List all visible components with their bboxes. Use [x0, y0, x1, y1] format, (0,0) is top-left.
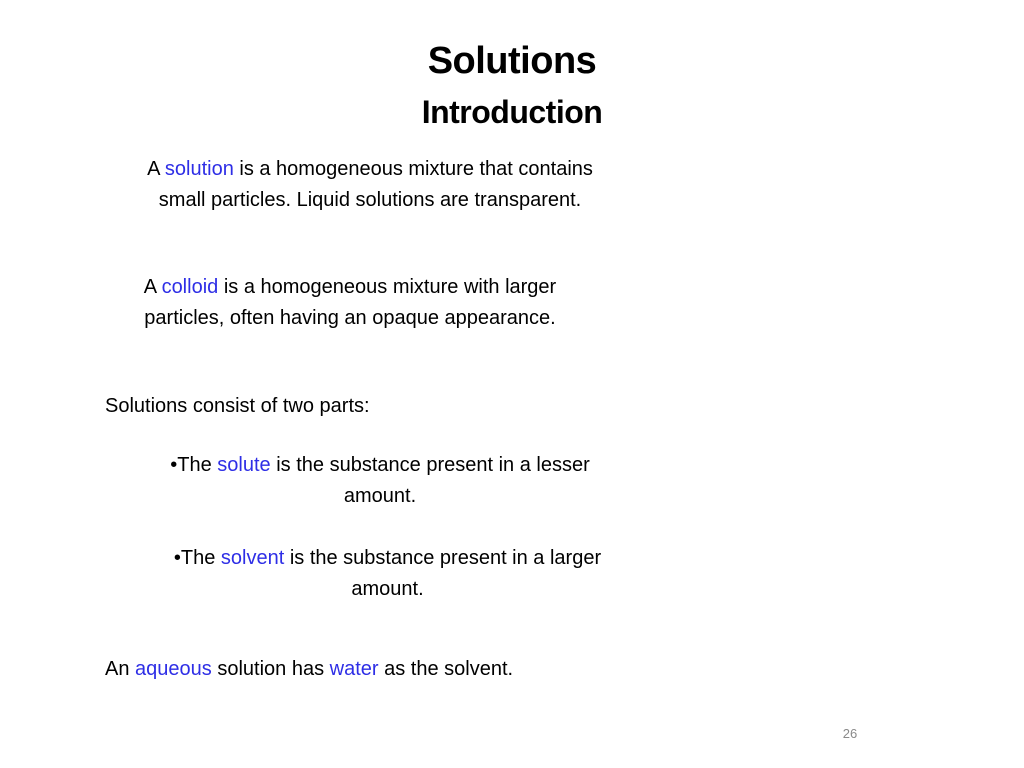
bullet-solvent-line-1	[120, 543, 655, 574]
parts-intro: Solutions consist of two parts:	[105, 395, 370, 417]
term-colloid: colloid	[161, 276, 219, 298]
term-solute: solute	[217, 454, 271, 476]
slide-subtitle: Introduction	[421, 94, 603, 130]
term-water: water	[329, 658, 379, 680]
colloid-definition-line-1	[90, 272, 610, 303]
bullet-solvent	[120, 543, 655, 605]
solute-line-1-rest: is the substance present in a lesser	[270, 454, 590, 476]
bullet-solute	[115, 450, 645, 512]
slide-title: Solutions	[427, 40, 597, 82]
aqueous-statement	[105, 654, 513, 685]
solution-prefix: A	[147, 158, 165, 180]
solvent-prefix: •The	[173, 547, 221, 569]
page-number: 26	[842, 726, 858, 741]
term-aqueous: aqueous	[135, 658, 212, 680]
solvent-line-1-rest: is the substance present in a larger	[284, 547, 602, 569]
term-solution: solution	[164, 158, 234, 180]
aqueous-prefix: An	[105, 658, 136, 680]
aqueous-suffix: as the solvent.	[378, 658, 514, 680]
term-solvent: solvent	[220, 547, 285, 569]
solution-definition-line-1	[100, 154, 640, 185]
colloid-line-1-rest: is a homogeneous mixture with larger	[218, 276, 557, 298]
aqueous-middle: solution has	[211, 658, 330, 680]
solution-line-1-rest: is a homogeneous mixture that contains	[233, 158, 593, 180]
solution-definition	[100, 154, 640, 216]
solution-definition-line-2: small particles. Liquid solutions are transparent.	[158, 189, 582, 211]
colloid-prefix: A	[143, 276, 162, 298]
solute-prefix: •The	[170, 454, 218, 476]
colloid-definition	[90, 272, 610, 334]
bullet-solvent-line-2: amount.	[351, 578, 424, 600]
bullet-solute-line-1	[115, 450, 645, 481]
bullet-solute-line-2: amount.	[343, 485, 417, 507]
colloid-definition-line-2: particles, often having an opaque appearance.	[144, 307, 556, 329]
